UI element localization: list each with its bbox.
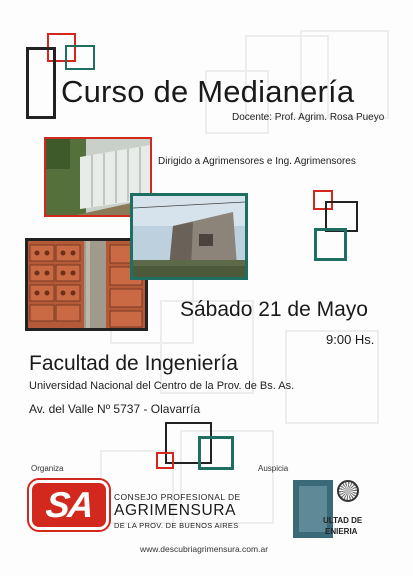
decorative-square-teal xyxy=(65,45,95,70)
organizer-line2: AGRIMENSURA xyxy=(114,502,237,519)
venue-name: Facultad de Ingeniería xyxy=(29,352,238,375)
website-link[interactable]: www.descubriagrimensura.com.ar xyxy=(140,544,269,554)
building-illustration xyxy=(133,196,245,277)
sponsor-label: Auspicia xyxy=(258,464,289,473)
decorative-square-teal xyxy=(314,228,347,261)
venue-institution: Universidad Nacional del Centro de la Prov. de Bs. As. xyxy=(29,380,295,392)
organizer-line1: CONSEJO PROFESIONAL DE xyxy=(114,492,241,502)
decorative-square-teal xyxy=(198,436,234,470)
organizer-label: Organiza xyxy=(31,464,64,473)
organizer-logo-text: SA xyxy=(43,484,95,525)
sponsor-logo-inner xyxy=(299,486,327,532)
sponsor-logo-text2: ENIERIA xyxy=(325,527,358,536)
brick-illustration xyxy=(28,241,145,328)
sponsor-logo xyxy=(293,478,365,540)
event-time: 9:00 Hs. xyxy=(326,332,375,347)
venue-address: Av. del Valle Nº 5737 - Olavarría xyxy=(29,402,201,416)
event-date: Sábado 21 de Mayo xyxy=(180,298,368,321)
university-seal-icon xyxy=(337,480,359,502)
organizer-line3: DE LA PROV. DE BUENOS AIRES xyxy=(114,521,239,530)
decorative-square-red xyxy=(156,452,174,469)
organizer-logo xyxy=(29,480,109,530)
audience-line: Dirigido a Agrimensores e Ing. Agrimensores xyxy=(158,156,356,167)
sponsor-logo-text1: ULTAD DE xyxy=(323,516,363,525)
course-title: Curso de Medianería xyxy=(61,74,355,109)
decorative-frame-dark xyxy=(26,47,56,119)
instructor-line: Docente: Prof. Agrim. Rosa Pueyo xyxy=(232,112,385,123)
photo-building xyxy=(130,193,248,280)
